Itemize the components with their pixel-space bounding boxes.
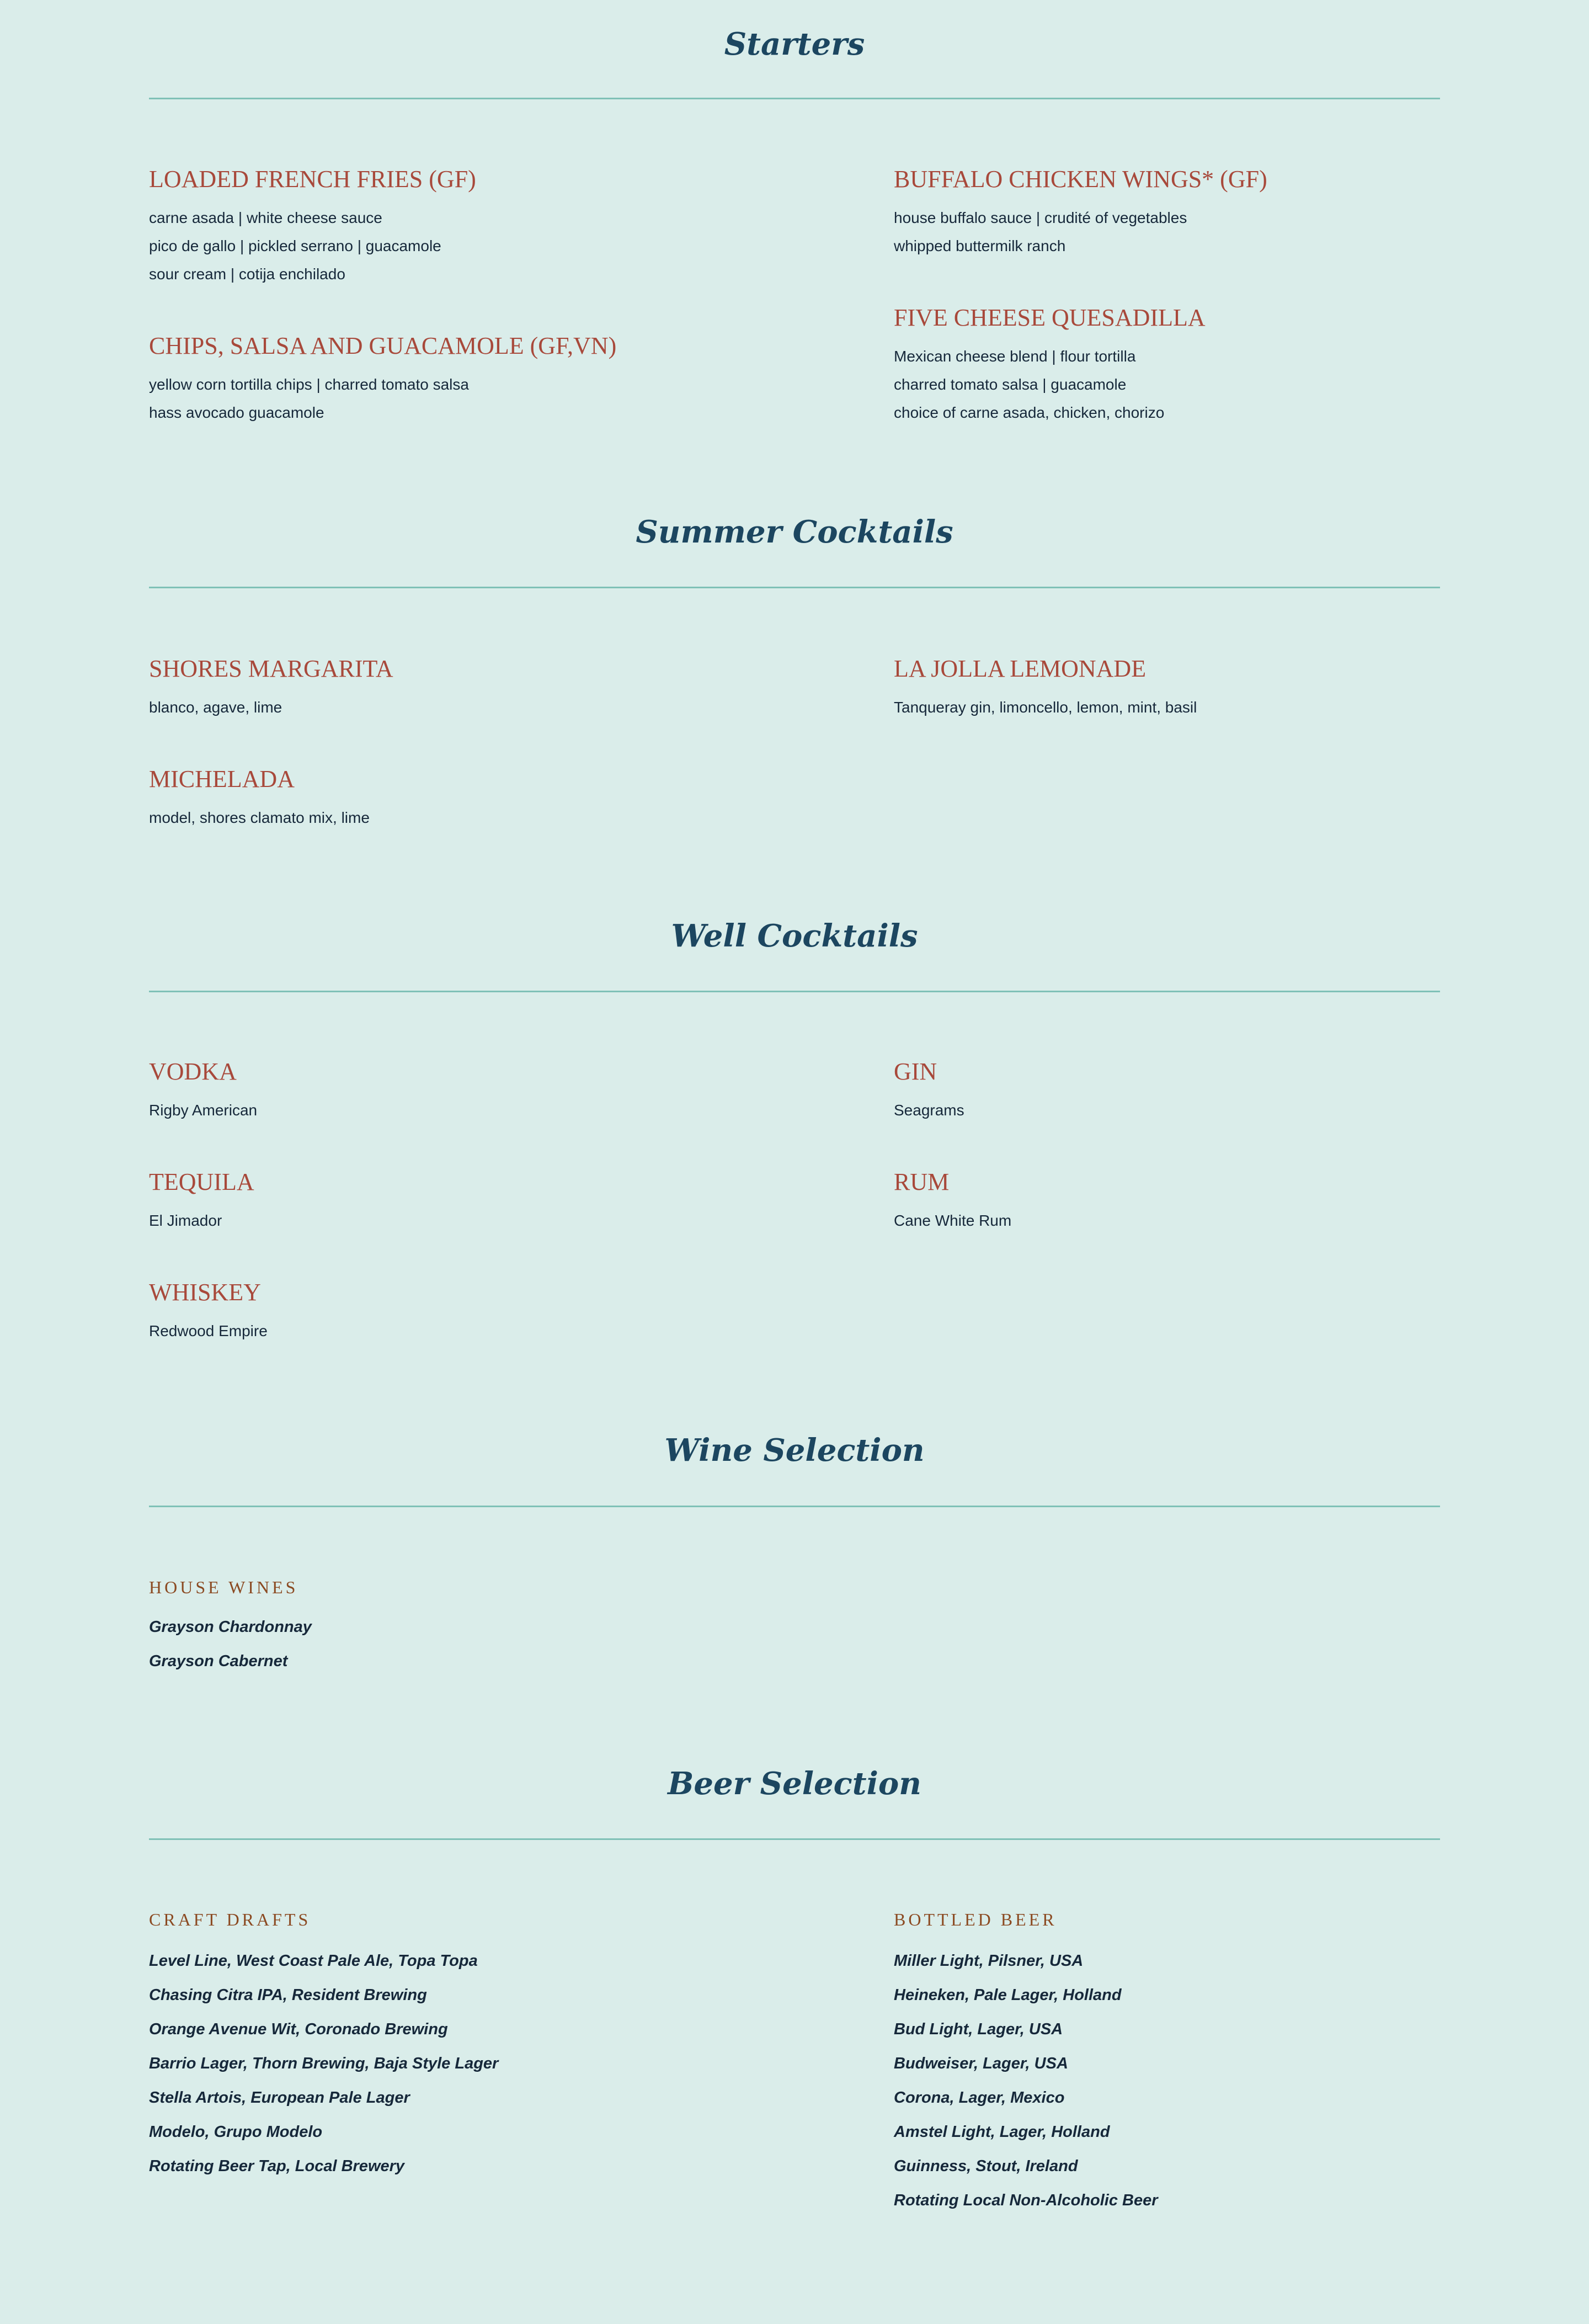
- menu-item-rum: [894, 1170, 1011, 1235]
- description-line: carne asada | white cheese sauce: [149, 209, 382, 226]
- description-line: house buffalo sauce | crudité of vegetables: [894, 209, 1187, 226]
- menu-item-whiskey: [149, 1280, 268, 1345]
- item-name: LOADED FRENCH FRIES (GF): [149, 166, 476, 193]
- description-line: charred tomato salsa | guacamole: [894, 376, 1127, 393]
- item-description: [149, 804, 370, 832]
- item-name: TEQUILA: [149, 1168, 254, 1195]
- house-wines-list: [149, 1610, 312, 1678]
- list-item: Guinness, Stout, Ireland: [894, 2157, 1078, 2175]
- item-description: [894, 1096, 964, 1124]
- section-divider: [149, 98, 1440, 99]
- item-description: [149, 204, 476, 288]
- bottled-beer-list: [894, 1944, 1158, 2217]
- description-line: blanco, agave, lime: [149, 699, 282, 716]
- list-item: Modelo, Grupo Modelo: [149, 2123, 323, 2141]
- list-item: Orange Avenue Wit, Coronado Brewing: [149, 2020, 448, 2038]
- list-item: Amstel Light, Lager, Holland: [894, 2123, 1110, 2141]
- description-line: El Jimador: [149, 1212, 222, 1229]
- item-name: GIN: [894, 1058, 937, 1085]
- section-divider: [149, 991, 1440, 992]
- description-line: whipped buttermilk ranch: [894, 237, 1066, 254]
- subhead-craft-drafts: CRAFT DRAFTS: [149, 1910, 311, 1929]
- description-line: yellow corn tortilla chips | charred tomato salsa: [149, 376, 469, 393]
- list-item: Stella Artois, European Pale Lager: [149, 2089, 410, 2107]
- section-title-summer-cocktails: Summer Cocktails: [636, 514, 953, 550]
- item-name: SHORES MARGARITA: [149, 655, 393, 682]
- menu-item-five-cheese-quesadilla: [894, 306, 1206, 427]
- item-description: [149, 693, 393, 721]
- menu-item-tequila: [149, 1170, 254, 1235]
- item-name: MICHELADA: [149, 765, 295, 793]
- list-item: Bud Light, Lager, USA: [894, 2020, 1063, 2038]
- item-description: [149, 1096, 257, 1124]
- menu-item-gin: [894, 1060, 964, 1124]
- section-title-beer-selection: Beer Selection: [668, 1765, 921, 1802]
- list-item: Grayson Chardonnay: [149, 1618, 312, 1636]
- description-line: hass avocado guacamole: [149, 404, 324, 421]
- menu-item-chips-salsa-guacamole: [149, 334, 616, 427]
- section-title-starters: Starters: [724, 26, 865, 62]
- description-line: Seagrams: [894, 1102, 964, 1119]
- list-item: Budweiser, Lager, USA: [894, 2055, 1068, 2072]
- item-name: VODKA: [149, 1058, 237, 1085]
- section-divider: [149, 1838, 1440, 1840]
- description-line: sour cream | cotija enchilado: [149, 265, 345, 283]
- menu-item-michelada: [149, 767, 370, 832]
- menu-item-buffalo-chicken-wings: [894, 167, 1267, 260]
- menu-item-loaded-french-fries: [149, 167, 476, 288]
- list-item: Barrio Lager, Thorn Brewing, Baja Style Lager: [149, 2055, 499, 2072]
- list-item: Chasing Citra IPA, Resident Brewing: [149, 1986, 427, 2004]
- list-item: Heineken, Pale Lager, Holland: [894, 1986, 1122, 2004]
- description-line: Redwood Empire: [149, 1322, 268, 1339]
- section-divider: [149, 587, 1440, 588]
- item-description: [894, 1206, 1011, 1235]
- item-description: [149, 1317, 268, 1345]
- item-name: FIVE CHEESE QUESADILLA: [894, 304, 1206, 331]
- description-line: Cane White Rum: [894, 1212, 1012, 1229]
- menu-item-shores-margarita: [149, 657, 393, 721]
- list-item: Level Line, West Coast Pale Ale, Topa Topa: [149, 1952, 478, 1970]
- description-line: Mexican cheese blend | flour tortilla: [894, 348, 1136, 365]
- description-line: Rigby American: [149, 1102, 258, 1119]
- subhead-bottled-beer: BOTTLED BEER: [894, 1910, 1057, 1929]
- description-line: model, shores clamato mix, lime: [149, 809, 370, 826]
- list-item: Miller Light, Pilsner, USA: [894, 1952, 1084, 1970]
- description-line: pico de gallo | pickled serrano | guacamole: [149, 237, 441, 254]
- item-description: [149, 370, 616, 427]
- list-item: Rotating Local Non-Alcoholic Beer: [894, 2192, 1158, 2209]
- menu-item-la-jolla-lemonade: [894, 657, 1197, 721]
- item-description: [894, 204, 1267, 260]
- item-name: CHIPS, SALSA AND GUACAMOLE (GF,VN): [149, 332, 617, 359]
- list-item: Rotating Beer Tap, Local Brewery: [149, 2157, 405, 2175]
- description-line: Tanqueray gin, limoncello, lemon, mint, basil: [894, 699, 1197, 716]
- section-title-wine-selection: Wine Selection: [664, 1432, 925, 1469]
- menu-item-vodka: [149, 1060, 257, 1124]
- item-description: [894, 342, 1206, 427]
- list-item: Grayson Cabernet: [149, 1652, 288, 1670]
- item-description: [894, 693, 1197, 721]
- list-item: Corona, Lager, Mexico: [894, 2089, 1065, 2107]
- item-name: WHISKEY: [149, 1279, 261, 1306]
- description-line: choice of carne asada, chicken, chorizo: [894, 404, 1165, 421]
- craft-drafts-list: [149, 1944, 498, 2183]
- subhead-house-wines: HOUSE WINES: [149, 1577, 298, 1597]
- item-name: RUM: [894, 1168, 950, 1195]
- item-name: LA JOLLA LEMONADE: [894, 655, 1147, 682]
- section-divider: [149, 1506, 1440, 1507]
- item-description: [149, 1206, 254, 1235]
- item-name: BUFFALO CHICKEN WINGS* (GF): [894, 166, 1267, 193]
- section-title-well-cocktails: Well Cocktails: [671, 918, 918, 954]
